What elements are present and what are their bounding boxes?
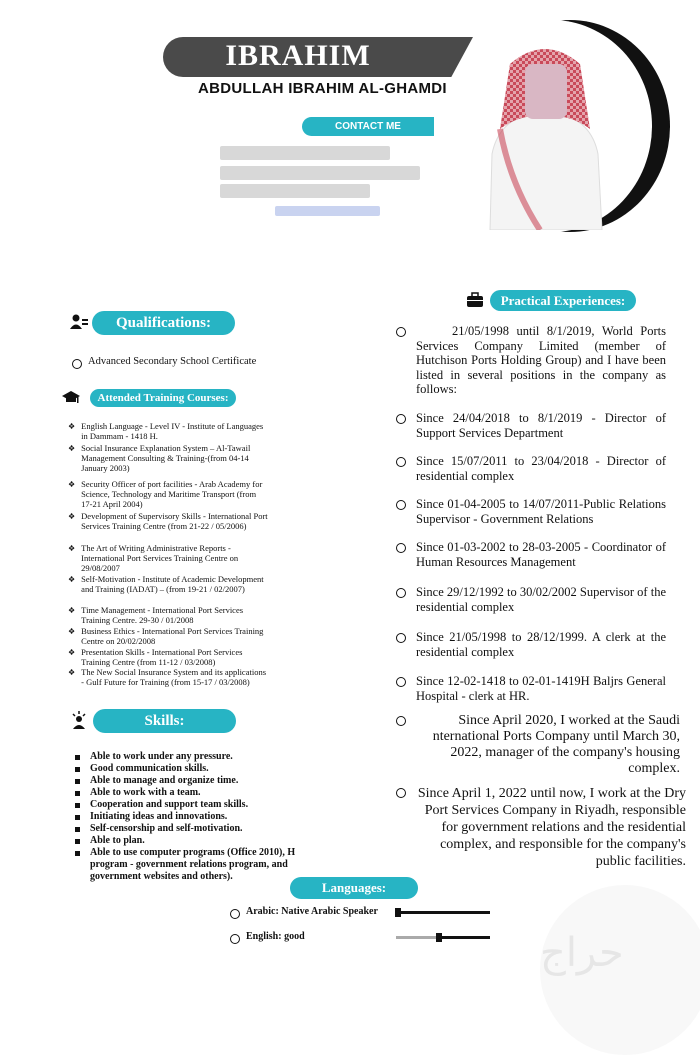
person-idea-icon: [70, 711, 88, 729]
training-item: ❖ Presentation Skills - International Port Services Training Centre (from 11-12 / 03/2008): [68, 647, 243, 667]
qualification-item: Advanced Secondary School Certificate: [72, 356, 256, 369]
experience-item: Since April 2020, I worked at the Saudi nternational Ports Company until March 30, 2022, manager of the company's housing complex.: [396, 713, 680, 777]
first-name: IBRAHIM: [225, 39, 371, 72]
square-bullet-icon: [75, 815, 80, 820]
circle-bullet-icon: [396, 414, 406, 424]
training-item: ❖ Time Management - International Port Services Training Centre. 29-30 / 01/2008: [68, 605, 244, 625]
diamond-bullet-icon: ❖: [68, 544, 76, 553]
training-item: ❖ Development of Supervisory Skills - International Port Services Training Centre (from 21-22 / 05/2006): [68, 511, 268, 531]
diamond-bullet-icon: ❖: [68, 480, 76, 489]
contact-me-pill: CONTACT ME: [302, 117, 434, 136]
english-level-bar-left: [396, 936, 438, 939]
diamond-bullet-icon: ❖: [68, 422, 76, 431]
skill-item: Able to manage and organize time.: [75, 775, 238, 787]
square-bullet-icon: [75, 851, 80, 856]
qualifications-header: Qualifications:: [92, 311, 235, 335]
circle-bullet-icon: [396, 327, 406, 337]
experience-item: 21/05/1998 until 8/1/2019, World Ports Services Company Limited (member of Hutchison Ports Holding Group) and I have been listed in several positions in the company as follows:: [396, 324, 666, 397]
language-item: Arabic: Native Arabic Speaker: [230, 906, 378, 919]
square-bullet-icon: [75, 755, 80, 760]
diamond-bullet-icon: ❖: [68, 648, 76, 657]
diamond-bullet-icon: ❖: [68, 606, 76, 615]
diamond-bullet-icon: ❖: [68, 668, 76, 677]
blurred-contact-info: [220, 146, 435, 218]
circle-bullet-icon: [396, 788, 406, 798]
experience-item: Since 12-02-1418 to 02-01-1419H Baljrs General Hospital - clerk at HR.: [396, 674, 666, 703]
experience-item: Since April 1, 2022 until now, I work at the Dry Port Services Company in Riyadh, responsible for government relations and the residential complex, and responsible for the company's public facilities.: [396, 785, 686, 870]
person-list-icon: [70, 313, 88, 331]
square-bullet-icon: [75, 803, 80, 808]
skill-item: Able to work with a team.: [75, 787, 201, 799]
training-item: ❖ English Language - Level IV - Institute of Languages in Dammam - 1418 H.: [68, 421, 264, 441]
skill-item: Able to work under any pressure.: [75, 751, 233, 763]
briefcase-icon: [466, 291, 484, 309]
circle-bullet-icon: [396, 716, 406, 726]
square-bullet-icon: [75, 791, 80, 796]
skill-item: Able to plan.: [75, 835, 145, 847]
skill-item: Self-censorship and self-motivation.: [75, 823, 243, 835]
languages-header: Languages:: [290, 877, 418, 899]
arabic-level-knob: [395, 908, 401, 917]
diamond-bullet-icon: ❖: [68, 444, 76, 453]
circle-bullet-icon: [396, 500, 406, 510]
diamond-bullet-icon: ❖: [68, 512, 76, 521]
training-item: ❖ The New Social Insurance System and its applications - Gulf Future for Training (from 15-17 / 03/2008): [68, 667, 267, 687]
circle-bullet-icon: [396, 633, 406, 643]
skill-item: Initiating ideas and innovations.: [75, 811, 227, 823]
training-item: ❖ Self-Motivation - Institute of Academic Development and Training (IADAT) – (from 19-21 / 02/2007): [68, 574, 264, 594]
skills-header: Skills:: [93, 709, 236, 733]
experience-item: Since 24/04/2018 to 8/1/2019 - Director of Support Services Department: [396, 411, 666, 440]
training-header: Attended Training Courses:: [90, 389, 236, 407]
experience-item: Since 29/12/1992 to 30/02/2002 Supervisor of the residential complex: [396, 585, 666, 614]
skill-item: Able to use computer programs (Office 2010), H program - government relations program, and government websites and others).: [75, 847, 300, 883]
diamond-bullet-icon: ❖: [68, 627, 76, 636]
full-name: ABDULLAH IBRAHIM AL-GHAMDI: [198, 80, 447, 97]
language-item: English: good: [230, 931, 305, 944]
circle-bullet-icon: [396, 588, 406, 598]
square-bullet-icon: [75, 767, 80, 772]
skill-item: Cooperation and support team skills.: [75, 799, 248, 811]
square-bullet-icon: [75, 779, 80, 784]
training-item: ❖ Security Officer of port facilities - Arab Academy for Science, Technology and Maritime Transport (from 17-21 April 2004): [68, 479, 263, 509]
circle-bullet-icon: [396, 543, 406, 553]
square-bullet-icon: [75, 827, 80, 832]
experience-item: Since 01-03-2002 to 28-03-2005 - Coordinator of Human Resources Management: [396, 540, 666, 569]
experience-item: Since 15/07/2011 to 23/04/2018 - Director of residential complex: [396, 454, 666, 483]
circle-bullet-icon: [230, 934, 240, 944]
skill-item: Good communication skills.: [75, 763, 209, 775]
experience-item: Since 01-04-2005 to 14/07/2011-Public Relations Supervisor - Government Relations: [396, 497, 666, 526]
arabic-level-bar: [396, 911, 490, 914]
profile-photo: [480, 34, 610, 230]
english-level-bar-right: [438, 936, 490, 939]
circle-bullet-icon: [396, 457, 406, 467]
circle-bullet-icon: [72, 359, 82, 369]
watermark: حراج: [540, 930, 624, 976]
diamond-bullet-icon: ❖: [68, 575, 76, 584]
english-level-knob: [436, 933, 442, 942]
circle-bullet-icon: [396, 677, 406, 687]
circle-bullet-icon: [230, 909, 240, 919]
graduation-cap-icon: [62, 389, 80, 407]
training-item: ❖ Business Ethics - International Port Services Training Centre on 20/02/2008: [68, 626, 264, 646]
training-item: ❖ Social Insurance Explanation System – Al-Tawail Management Consulting & Training-(from 04-14 January 2003): [68, 443, 251, 473]
experience-header: Practical Experiences:: [490, 290, 636, 311]
training-item: ❖ The Art of Writing Administrative Reports - International Port Services Training Centre on 29/08/2007: [68, 543, 239, 573]
square-bullet-icon: [75, 839, 80, 844]
experience-item: Since 21/05/1998 to 28/12/1999. A clerk at the residential complex: [396, 630, 666, 659]
